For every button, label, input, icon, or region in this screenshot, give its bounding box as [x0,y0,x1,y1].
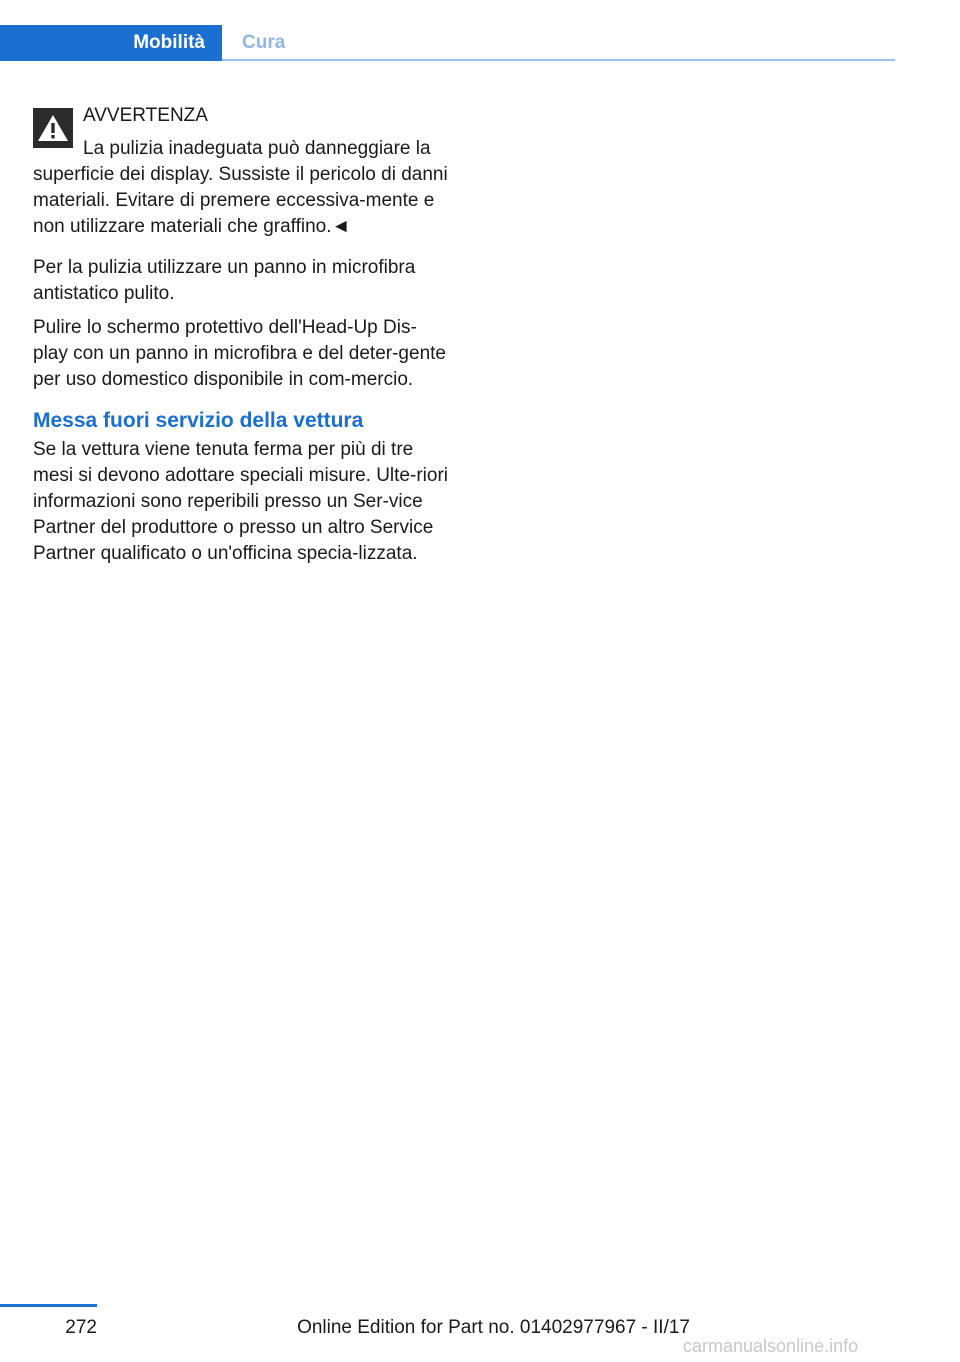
tab-cura-label: Cura [242,32,286,53]
watermark: carmanualsonline.info [683,1336,859,1356]
warning-block [33,103,448,240]
footer-divider [0,1304,97,1307]
warning-title: AVVERTENZA [83,105,208,126]
tab-mobilita-label: Mobilità [133,32,205,53]
tab-mobilita[interactable] [0,25,222,61]
edition-note: Online Edition for Part no. 01402977967 - II/17 [297,1317,690,1338]
tab-cura[interactable] [242,25,285,61]
paragraph-cleaning-cloth: Per la pulizia utilizzare un panno in microfibra antistatico pulito. [33,257,416,304]
page-content [33,103,448,567]
warning-text: La pulizia inadeguata può danneggiare la superficie dei display. Sussiste il pericolo di danni materiali. Evitare di premere eccessiva-mente e non utilizzare materiali che graffino.◄ [33,138,448,237]
section-text: Se la vettura viene tenuta ferma per più di tre mesi si devono adottare speciali misure. Ulte-riori informazioni sono reperibili presso un Ser-vice Partner del produttore o presso un altro Service Partner qualificato o un'officina specia-lizzata. [33,439,448,564]
header-divider [222,59,895,61]
page-number: 272 [65,1317,97,1338]
section-heading: Messa fuori servizio della vettura [33,409,364,432]
paragraph-head-up-display: Pulire lo schermo protettivo dell'Head-Up Dis-play con un panno in microfibra e del deter-gente per uso domestico disponibile in com-mercio. [33,317,446,390]
header [0,0,895,62]
warning-triangle-icon [33,108,73,148]
